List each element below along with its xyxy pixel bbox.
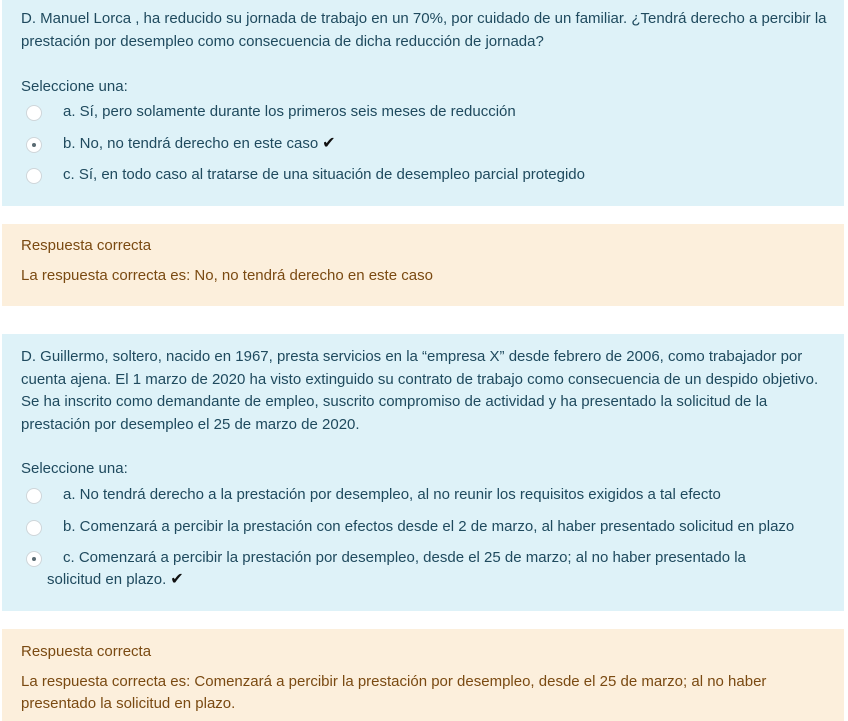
question-1-prompt: Seleccione una:: [21, 78, 128, 95]
feedback-1-text: La respuesta correcta es: No, no tendrá derecho en este caso: [21, 267, 433, 284]
radio-button[interactable]: [26, 105, 42, 121]
feedback-2-title: Respuesta correcta: [21, 643, 152, 660]
option-label-line2-wrap: [47, 569, 826, 591]
feedback-2-text: La respuesta correcta es: Comenzará a percibir la prestación por desempleo, desde el 25 de marzo; al no haber presentado la solicitud en plazo.: [21, 673, 767, 712]
option-label-wrap: [47, 547, 826, 591]
feedback-2: [2, 629, 844, 721]
option-label-line2: solicitud en plazo.: [47, 571, 167, 588]
radio-button[interactable]: [26, 520, 42, 536]
feedback-1-title: Respuesta correcta: [21, 237, 152, 254]
option-label-wrap: [63, 133, 826, 155]
option-label: c. Sí, en todo caso al tratarse de una situación de desempleo parcial protegido: [63, 166, 585, 183]
radio-button[interactable]: [26, 488, 42, 504]
question-1-text: D. Manuel Lorca , ha reducido su jornada de trabajo en un 70%, por cuidado de un familiar. ¿Tendrá derecho a percibir la prestación por desempleo como consecuencia de dicha reducción de jornada?: [21, 10, 827, 50]
checkmark-icon: ✔: [170, 571, 184, 588]
radio-button-selected[interactable]: [26, 137, 42, 153]
question-2: [2, 334, 844, 611]
feedback-1: [2, 224, 844, 306]
question-2-prompt: Seleccione una:: [21, 460, 128, 477]
option-label: b. No, no tendrá derecho en este caso: [63, 135, 319, 152]
question-1: [2, 0, 844, 206]
question-2-text: D. Guillermo, soltero, nacido en 1967, presta servicios en la “empresa X” desde febrero de 2006, como trabajador por cuenta ajena. El 1 marzo de 2020 ha visto extinguido su contrato de trabajo como consecuencia de un despido objetivo. Se ha inscrito como demandante de empleo, suscrito compromiso de actividad y ha presentado la solicitud de la prestación por desempleo el 25 de marzo de 2020.: [21, 348, 819, 433]
option-label: b. Comenzará a percibir la prestación con efectos desde el 2 de marzo, al haber presentado solicitud en plazo: [63, 518, 795, 535]
checkmark-icon: ✔: [322, 135, 336, 152]
radio-button[interactable]: [26, 168, 42, 184]
option-label: a. No tendrá derecho a la prestación por desempleo, al no reunir los requisitos exigidos a tal efecto: [63, 486, 721, 503]
radio-button-selected[interactable]: [26, 551, 42, 567]
option-label: a. Sí, pero solamente durante los primeros seis meses de reducción: [63, 103, 516, 120]
option-label-line1: c. Comenzará a percibir la prestación por desempleo, desde el 25 de marzo; al no haber presentado la: [63, 549, 746, 566]
